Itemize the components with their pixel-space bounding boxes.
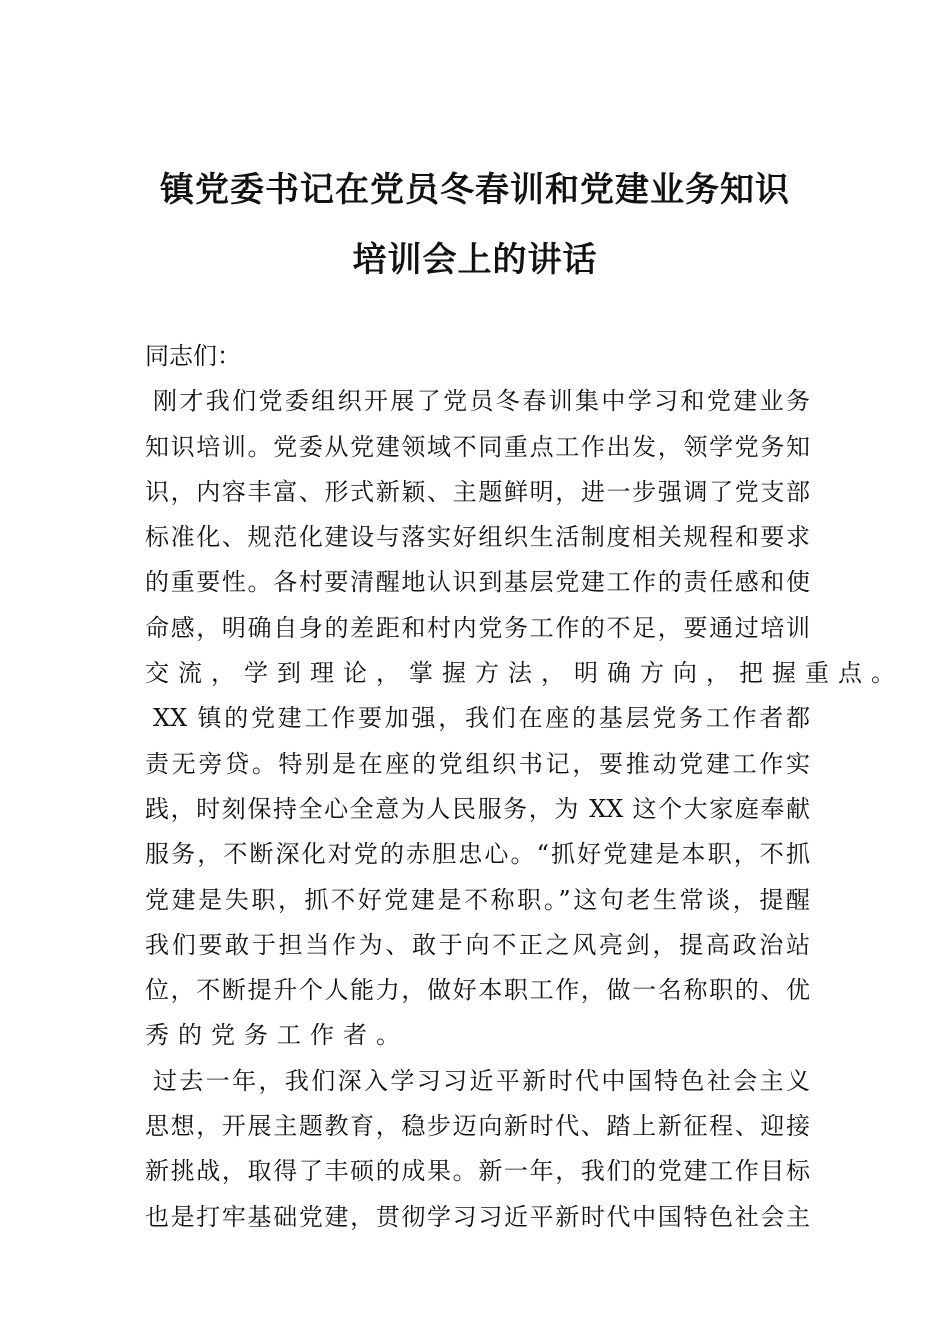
text-line: 标准化、规范化建设与落实好组织生活制度相关规程和要求 [145, 523, 810, 552]
text-line: 思想，开展主题教育，稳步迈向新时代、踏上新征程、迎接 [145, 1112, 810, 1141]
text-line: 我们要敢于担当作为、敢于向不正之风亮剑，提高政治站 [145, 930, 810, 959]
document-title-line-1: 镇党委书记在党员冬春训和党建业务知识 [160, 170, 790, 210]
text-line: 过去一年，我们深入学习习近平新时代中国特色社会主义 [153, 1066, 810, 1095]
text-line: 知识培训。党委从党建领域不同重点工作出发，领学党务知 [145, 432, 810, 461]
text-line: 的重要性。各村要清醒地认识到基层党建工作的责任感和使 [145, 568, 810, 597]
paragraph-3 [145, 1059, 810, 1240]
document-body [145, 334, 904, 1240]
paragraph-2 [145, 696, 810, 1058]
text-line: 交流，学到理论，掌握方法，明确方向，把握重点。 [145, 659, 904, 688]
document-title-line-2: 培训会上的讲话 [352, 240, 598, 280]
text-line: 党建是失职，抓不好党建是不称职。”这句老生常谈，提醒 [145, 885, 810, 914]
text-line: 秀的党务工作者。 [145, 1021, 409, 1050]
text-line: 服务，不断深化对党的赤胆忠心。“抓好党建是本职，不抓 [145, 840, 810, 869]
text-line: 识，内容丰富、形式新颖、主题鲜明，进一步强调了党支部 [145, 477, 810, 506]
text-line: 践，时刻保持全心全意为人民服务，为 XX 这个大家庭奉献 [145, 794, 810, 823]
text-line: 新挑战，取得了丰硕的成果。新一年，我们的党建工作目标 [145, 1157, 810, 1186]
text-line: 也是打牢基础党建，贯彻学习习近平新时代中国特色社会主 [145, 1202, 810, 1231]
text-line: 责无旁贷。特别是在座的党组织书记，要推动党建工作实 [145, 749, 810, 778]
text-line: 命感，明确自身的差距和村内党务工作的不足，要通过培训 [145, 613, 810, 642]
text-line: 位，不断提升个人能力，做好本职工作，做一名称职的、优 [145, 976, 810, 1005]
text-line: XX 镇的党建工作要加强，我们在座的基层党务工作者都 [153, 704, 810, 733]
text-line: 刚才我们党委组织开展了党员冬春训集中学习和党建业务 [153, 387, 810, 416]
paragraph-1 [145, 379, 904, 696]
greeting: 同志们： [145, 342, 241, 370]
